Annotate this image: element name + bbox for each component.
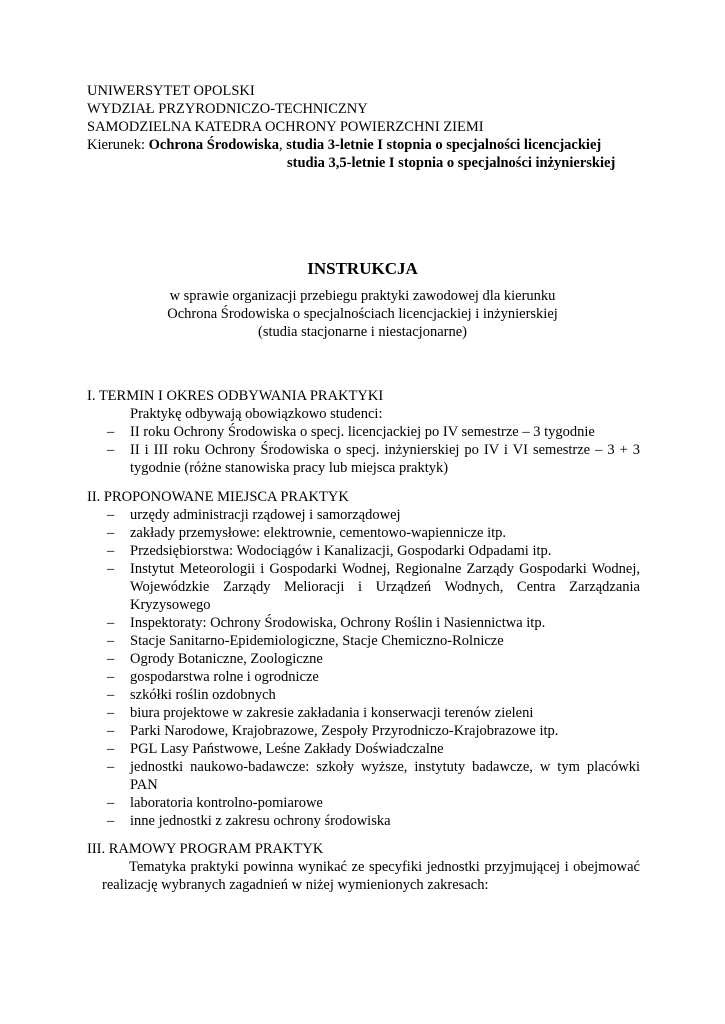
dash-bullet: – bbox=[107, 615, 115, 631]
department-name: SAMODZIELNA KATEDRA OCHRONY POWIERZCHNI ZIEMI bbox=[87, 119, 484, 135]
list-item bbox=[87, 758, 640, 794]
study-variant-2: studia 3,5-letnie I stopnia o specjalności inżynierskiej bbox=[287, 155, 616, 171]
dash-bullet: – bbox=[107, 651, 115, 667]
dash-bullet: – bbox=[107, 669, 115, 685]
list-item-text: Stacje Sanitarno-Epidemiologiczne, Stacje Chemiczno-Rolnicze bbox=[130, 633, 504, 649]
section-program bbox=[87, 840, 640, 894]
list-item-text: PGL Lasy Państwowe, Leśne Zakłady Doświadczalne bbox=[130, 741, 444, 757]
list-item-text: zakłady przemysłowe: elektrownie, cementowo-wapiennicze itp. bbox=[130, 525, 507, 541]
list-item bbox=[87, 560, 640, 614]
dash-bullet: – bbox=[107, 424, 115, 440]
subtitle-line-3: (studia stacjonarne i niestacjonarne) bbox=[258, 324, 467, 340]
dash-bullet: – bbox=[107, 442, 115, 458]
field-name: Ochrona Środowiska bbox=[148, 137, 280, 153]
list-item-text: Inspektoraty: Ochrony Środowiska, Ochrony Roślin i Nasiennictwa itp. bbox=[130, 615, 546, 631]
list-item bbox=[87, 794, 640, 812]
faculty-name: WYDZIAŁ PRZYRODNICZO-TECHNICZNY bbox=[87, 101, 368, 117]
list-item bbox=[87, 740, 640, 758]
list-item bbox=[87, 686, 640, 704]
document-title: INSTRUKCJA bbox=[307, 259, 418, 278]
list-item-text: gospodarstwa rolne i ogrodnicze bbox=[130, 669, 319, 685]
list-item-text: II i III roku Ochrony Środowiska o specj. inżynierskiej po IV i VI semestrze – 3 + 3 tygodnie (różne stanowiska pracy lub miejsca praktyk) bbox=[130, 442, 640, 476]
list-item-text: Przedsiębiorstwa: Wodociągów i Kanalizacji, Gospodarki Odpadami itp. bbox=[130, 543, 552, 559]
list-item bbox=[87, 614, 640, 632]
dash-bullet: – bbox=[107, 543, 115, 559]
list-item bbox=[87, 441, 640, 477]
list-item-text: inne jednostki z zakresu ochrony środowiska bbox=[130, 813, 391, 829]
list-item-text: laboratoria kontrolno-pomiarowe bbox=[130, 795, 323, 811]
section-paragraph: Tematyka praktyki powinna wynikać ze specyfiki jednostki przyjmującej i obejmować realizację wybranych zagadnień w niżej wymienionych zakresach: bbox=[102, 859, 640, 893]
subtitle-line-1: w sprawie organizacji przebiegu praktyki zawodowej dla kierunku bbox=[169, 288, 556, 304]
study-variant-1: studia 3-letnie I stopnia o specjalności licencjackiej bbox=[286, 137, 602, 153]
dash-bullet: – bbox=[107, 723, 115, 739]
list-item-text: jednostki naukowo-badawcze: szkoły wyższe, instytuty badawcze, w tym placówki PAN bbox=[130, 759, 640, 793]
section-miejsca bbox=[87, 488, 640, 830]
dash-bullet: – bbox=[107, 507, 115, 523]
list-item bbox=[87, 423, 640, 441]
student-list bbox=[87, 423, 640, 477]
list-item-text: Instytut Meteorologii i Gospodarki Wodnej, Regionalne Zarządy Gospodarki Wodnej, Wojewódzkie Zarządy Melioracji i Urządzeń Wodnych, Centra Zarządzania Kryzysowego bbox=[130, 561, 640, 613]
dash-bullet: – bbox=[107, 633, 115, 649]
list-item-text: II roku Ochrony Środowiska o specj. licencjackiej po IV semestrze – 3 tygodnie bbox=[130, 424, 595, 440]
list-item bbox=[87, 668, 640, 686]
section-intro: Praktykę odbywają obowiązkowo studenci: bbox=[130, 406, 383, 422]
section-heading: II. PROPONOWANE MIEJSCA PRAKTYK bbox=[87, 489, 349, 505]
list-item bbox=[87, 524, 640, 542]
list-item-text: urzędy administracji rządowej i samorządowej bbox=[130, 507, 401, 523]
dash-bullet: – bbox=[107, 795, 115, 811]
section-termin bbox=[87, 387, 640, 477]
list-item bbox=[87, 650, 640, 668]
field-separator: , bbox=[279, 137, 287, 153]
list-item-text: Parki Narodowe, Krajobrazowe, Zespoły Przyrodniczo-Krajobrazowe itp. bbox=[130, 723, 559, 739]
list-item-text: szkółki roślin ozdobnych bbox=[130, 687, 276, 703]
list-item bbox=[87, 506, 640, 524]
dash-bullet: – bbox=[107, 561, 115, 577]
dash-bullet: – bbox=[107, 705, 115, 721]
section-heading: III. RAMOWY PROGRAM PRAKTYK bbox=[87, 841, 324, 857]
list-item-text: biura projektowe w zakresie zakładania i konserwacji terenów zieleni bbox=[130, 705, 534, 721]
document-header bbox=[87, 82, 647, 172]
university-name: UNIWERSYTET OPOLSKI bbox=[87, 83, 255, 99]
list-item bbox=[87, 542, 640, 560]
list-item-text: Ogrody Botaniczne, Zoologiczne bbox=[130, 651, 323, 667]
dash-bullet: – bbox=[107, 687, 115, 703]
field-prefix: Kierunek: bbox=[87, 137, 149, 153]
subtitle-line-2: Ochrona Środowiska o specjalnościach licencjackiej i inżynierskiej bbox=[167, 306, 558, 322]
places-list bbox=[87, 506, 640, 830]
dash-bullet: – bbox=[107, 759, 115, 775]
list-item bbox=[87, 722, 640, 740]
title-block bbox=[0, 258, 725, 341]
list-item bbox=[87, 812, 640, 830]
field-of-study bbox=[87, 136, 647, 154]
dash-bullet: – bbox=[107, 525, 115, 541]
dash-bullet: – bbox=[107, 741, 115, 757]
section-heading: I. TERMIN I OKRES ODBYWANIA PRAKTYKI bbox=[87, 388, 384, 404]
list-item bbox=[87, 632, 640, 650]
dash-bullet: – bbox=[107, 813, 115, 829]
list-item bbox=[87, 704, 640, 722]
